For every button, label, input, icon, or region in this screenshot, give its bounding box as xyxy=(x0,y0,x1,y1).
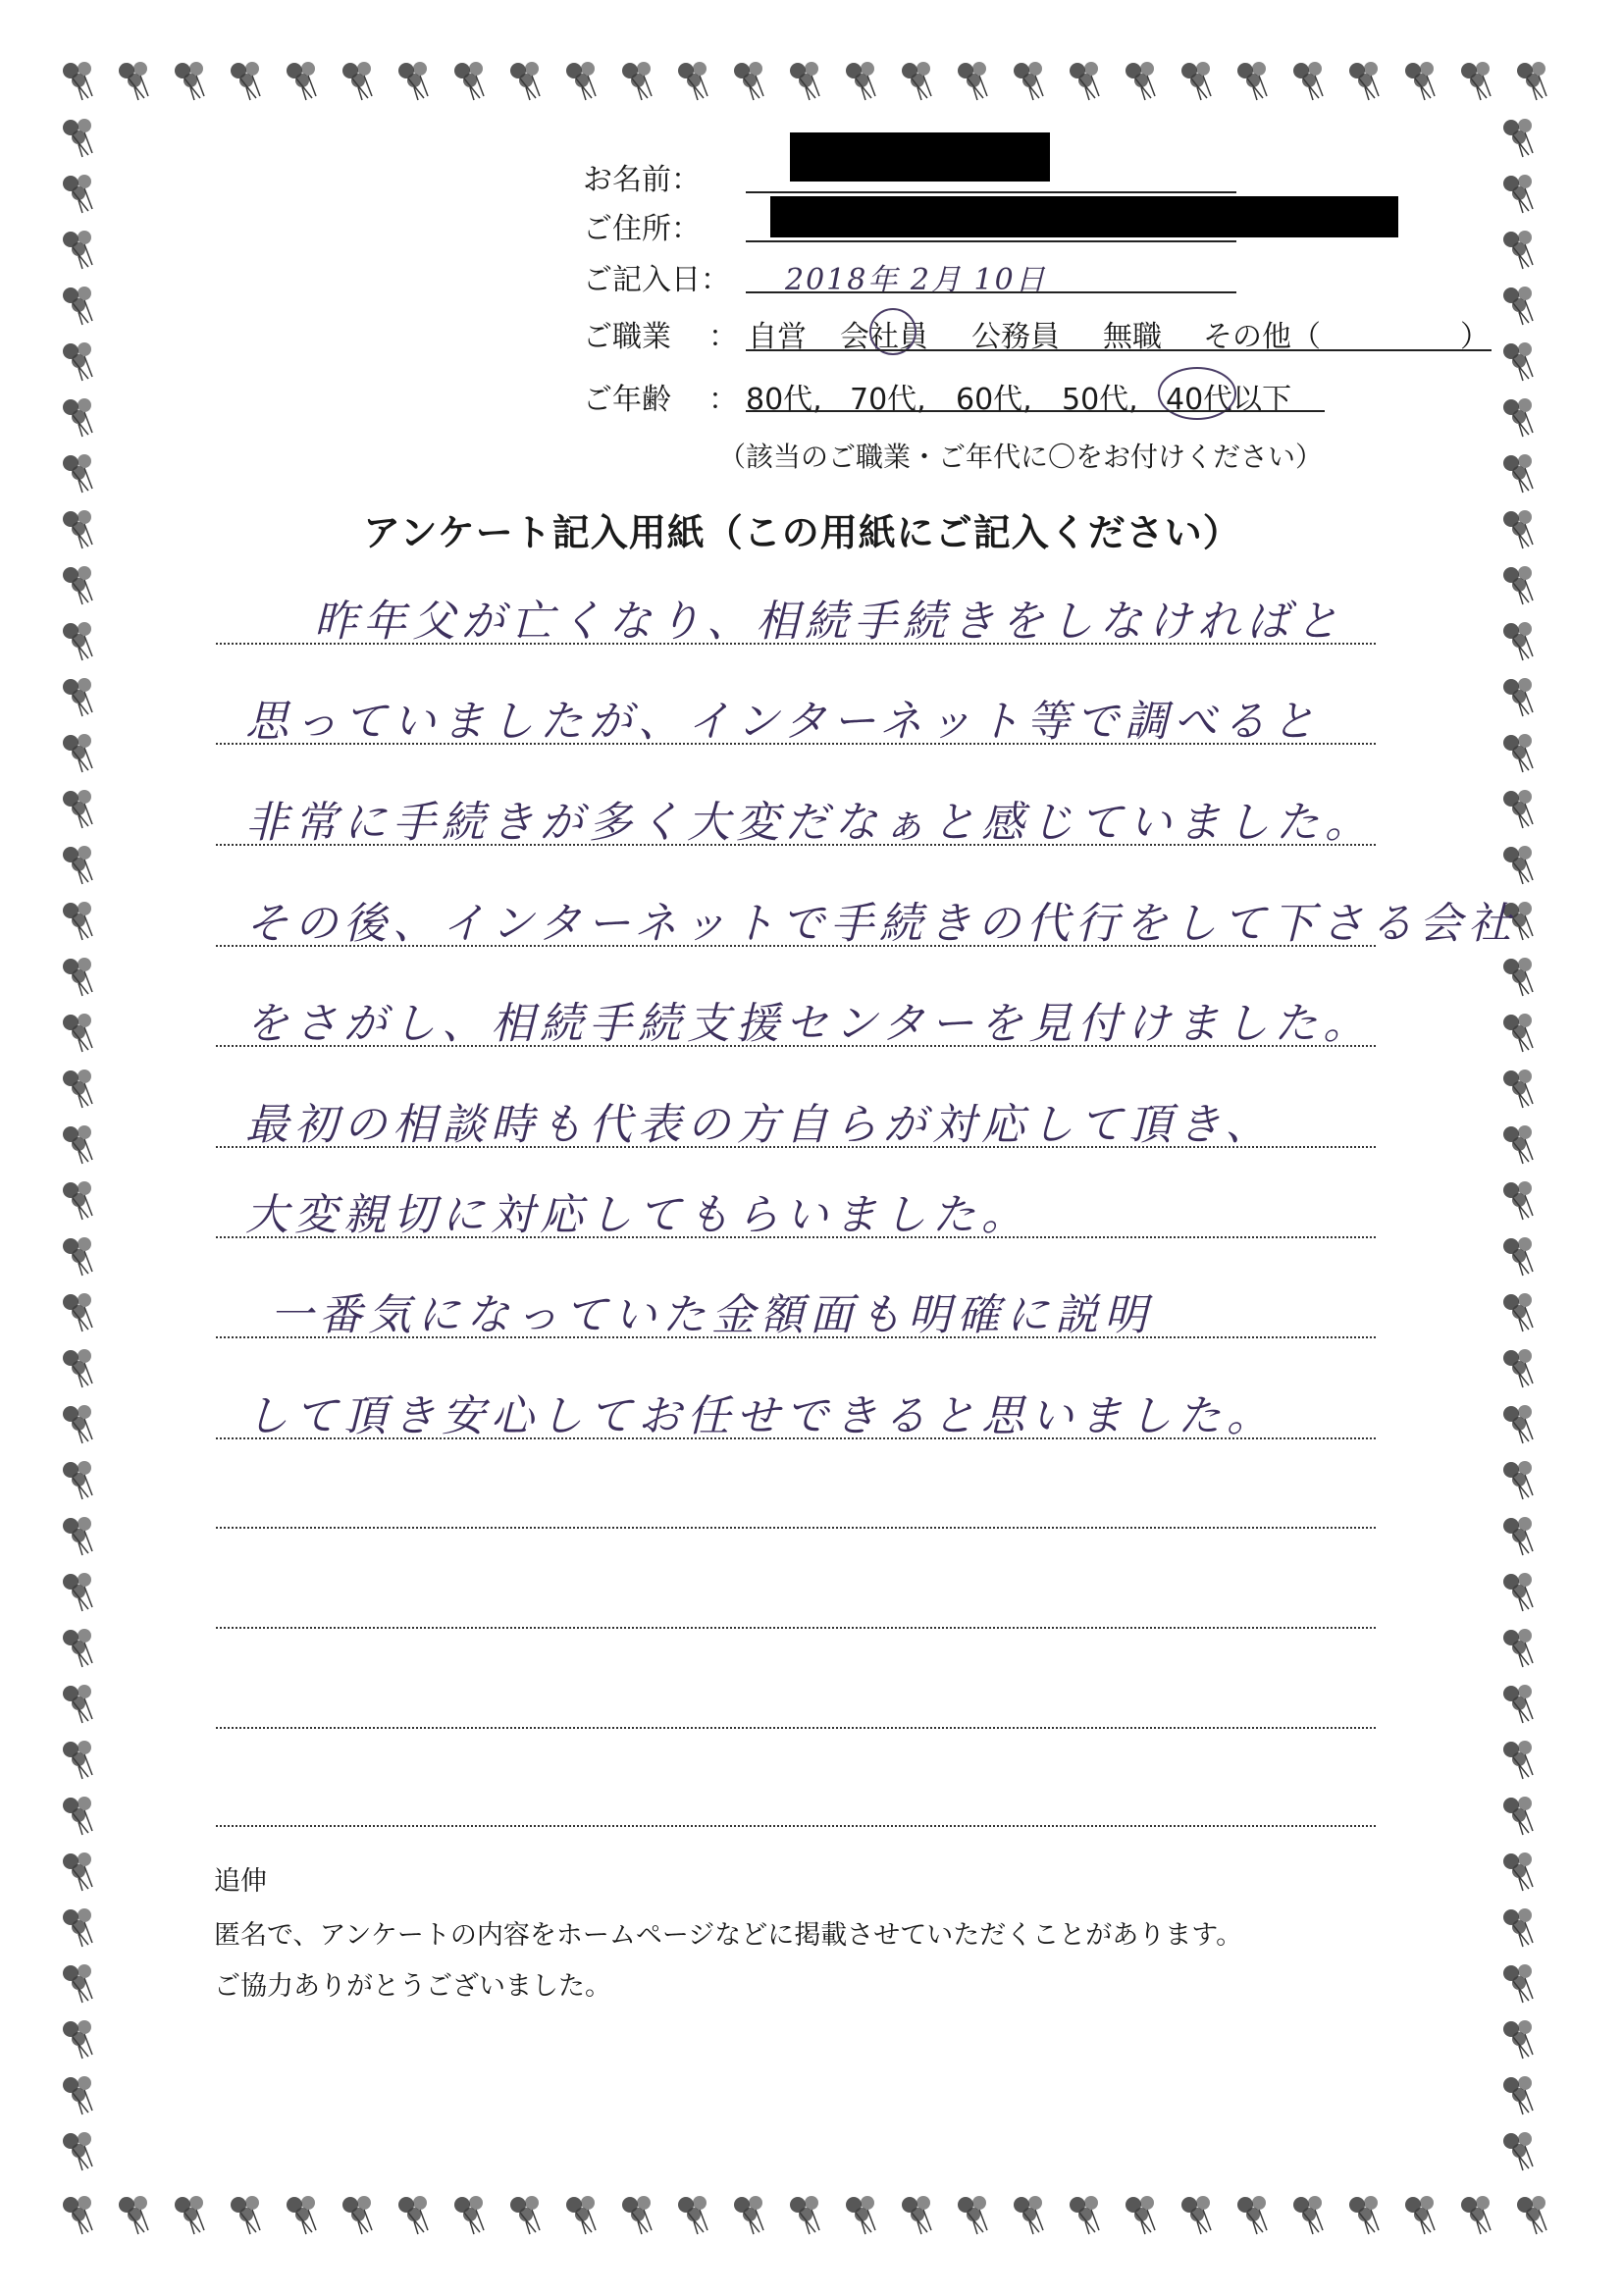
handwritten-answer-line: 思っていましたが、インターネット等で調べると xyxy=(245,697,1322,747)
balloon-ornament-icon xyxy=(954,2193,997,2236)
balloon-ornament-icon xyxy=(59,1067,102,1110)
balloon-ornament-icon xyxy=(283,2193,326,2236)
balloon-ornament-icon xyxy=(1233,2193,1277,2236)
balloon-ornament-icon xyxy=(1457,59,1500,102)
balloon-ornament-icon xyxy=(1499,1458,1543,1501)
handwritten-answer-line: その後、インターネットで手続きの代行をして下さる会社 xyxy=(245,899,1518,949)
occupation-underline xyxy=(746,349,1492,351)
age-option: 40代以下 xyxy=(1166,383,1292,417)
balloon-ornament-icon xyxy=(59,395,102,439)
balloon-ornament-icon xyxy=(59,1961,102,2005)
balloon-ornament-icon xyxy=(842,2193,885,2236)
balloon-ornament-icon xyxy=(506,59,550,102)
balloon-ornament-icon xyxy=(450,59,494,102)
balloon-ornament-icon xyxy=(115,59,158,102)
balloon-ornament-icon xyxy=(59,787,102,830)
balloon-ornament-icon xyxy=(562,59,605,102)
balloon-ornament-icon xyxy=(1499,1346,1543,1389)
balloon-ornament-icon xyxy=(954,59,997,102)
occupation-option: その他（ xyxy=(1203,320,1321,354)
balloon-ornament-icon xyxy=(730,59,773,102)
balloon-ornament-icon xyxy=(1499,1067,1543,1110)
balloon-ornament-icon xyxy=(1499,1234,1543,1278)
balloon-ornament-icon xyxy=(59,116,102,159)
balloon-ornament-icon xyxy=(59,339,102,383)
balloon-ornament-icon xyxy=(283,59,326,102)
balloon-ornament-icon xyxy=(59,619,102,662)
balloon-ornament-icon xyxy=(59,731,102,774)
balloon-ornament-icon xyxy=(59,172,102,215)
balloon-ornament-icon xyxy=(1289,2193,1333,2236)
age-option: 50代, xyxy=(1062,383,1138,417)
balloon-ornament-icon xyxy=(1499,1905,1543,1949)
name-field-line xyxy=(746,191,1236,193)
balloon-ornament-icon xyxy=(1499,451,1543,495)
balloon-ornament-icon xyxy=(59,59,102,102)
balloon-ornament-icon xyxy=(59,1794,102,1837)
date-label: ご記入日： xyxy=(583,263,730,297)
balloon-ornament-icon xyxy=(59,1290,102,1333)
balloon-ornament-icon xyxy=(1066,59,1109,102)
balloon-ornament-icon xyxy=(842,59,885,102)
balloon-ornament-icon xyxy=(59,955,102,998)
ruled-line xyxy=(216,1627,1376,1629)
balloon-ornament-icon xyxy=(1345,2193,1388,2236)
address-field-line xyxy=(746,240,1236,242)
balloon-ornament-icon xyxy=(59,1234,102,1278)
balloon-ornament-icon xyxy=(59,1402,102,1445)
balloon-ornament-icon xyxy=(1457,2193,1500,2236)
balloon-ornament-icon xyxy=(115,2193,158,2236)
balloon-ornament-icon xyxy=(59,1122,102,1166)
name-redaction xyxy=(790,132,1050,182)
balloon-ornament-icon xyxy=(59,1178,102,1222)
balloon-ornament-icon xyxy=(1513,2193,1556,2236)
balloon-ornament-icon xyxy=(1066,2193,1109,2236)
occupation-option: 公務員 xyxy=(971,320,1060,354)
balloon-ornament-icon xyxy=(1499,2073,1543,2116)
balloon-ornament-icon xyxy=(59,228,102,271)
balloon-ornament-icon xyxy=(59,2193,102,2236)
balloon-ornament-icon xyxy=(59,1570,102,1613)
balloon-ornament-icon xyxy=(1499,1850,1543,1893)
balloon-ornament-icon xyxy=(1499,1011,1543,1054)
balloon-ornament-icon xyxy=(1499,1794,1543,1837)
address-label: ご住所： xyxy=(583,212,701,246)
balloon-ornament-icon xyxy=(730,2193,773,2236)
balloon-ornament-icon xyxy=(171,2193,214,2236)
occupation-option: 会社員 xyxy=(840,320,928,354)
balloon-ornament-icon xyxy=(898,59,941,102)
balloon-ornament-icon xyxy=(618,59,661,102)
handwritten-answer-line: をさがし、相続手続支援センターを見付けました。 xyxy=(245,999,1373,1049)
handwritten-answer-line: 昨年父が亡くなり、相続手続きをしなければと xyxy=(314,597,1344,647)
handwritten-answer-line: 一番気になっていた金額面も明確に説明 xyxy=(270,1290,1153,1340)
balloon-ornament-icon xyxy=(394,59,438,102)
balloon-ornament-icon xyxy=(1499,1961,1543,2005)
balloon-ornament-icon xyxy=(59,2017,102,2061)
handwritten-answer-line: 大変親切に対応してもらいました。 xyxy=(245,1190,1030,1240)
balloon-ornament-icon xyxy=(1289,59,1333,102)
balloon-ornament-icon xyxy=(59,843,102,886)
age-option: 70代, xyxy=(850,383,926,417)
balloon-ornament-icon xyxy=(59,1011,102,1054)
balloon-ornament-icon xyxy=(1499,563,1543,606)
balloon-ornament-icon xyxy=(59,507,102,550)
balloon-ornament-icon xyxy=(1499,955,1543,998)
balloon-ornament-icon xyxy=(1010,2193,1053,2236)
balloon-ornament-icon xyxy=(59,1458,102,1501)
balloon-ornament-icon xyxy=(1499,1682,1543,1725)
balloon-ornament-icon xyxy=(1122,59,1165,102)
balloon-ornament-icon xyxy=(339,2193,382,2236)
balloon-ornament-icon xyxy=(1499,619,1543,662)
balloon-ornament-icon xyxy=(1499,228,1543,271)
balloon-ornament-icon xyxy=(1499,2017,1543,2061)
balloon-ornament-icon xyxy=(1513,59,1556,102)
balloon-ornament-icon xyxy=(1499,1738,1543,1781)
instruction-text: （該当のご職業・ご年代に〇をお付けください） xyxy=(718,441,1324,473)
handwritten-answer-line: 最初の相談時も代表の方自らが対応して頂き、 xyxy=(245,1100,1275,1150)
balloon-ornament-icon xyxy=(227,59,270,102)
balloon-ornament-icon xyxy=(59,451,102,495)
footer-line-2: ご協力ありがとうございました。 xyxy=(214,1971,611,2002)
balloon-ornament-icon xyxy=(171,59,214,102)
balloon-ornament-icon xyxy=(1233,59,1277,102)
balloon-ornament-icon xyxy=(1499,1402,1543,1445)
balloon-ornament-icon xyxy=(394,2193,438,2236)
balloon-ornament-icon xyxy=(1010,59,1053,102)
balloon-ornament-icon xyxy=(1178,2193,1221,2236)
balloon-ornament-icon xyxy=(59,1682,102,1725)
age-option: 80代, xyxy=(746,383,822,417)
balloon-ornament-icon xyxy=(59,675,102,718)
balloon-ornament-icon xyxy=(1178,59,1221,102)
balloon-ornament-icon xyxy=(59,284,102,327)
balloon-ornament-icon xyxy=(1345,59,1388,102)
balloon-ornament-icon xyxy=(59,1514,102,1557)
occupation-option: ） xyxy=(1460,320,1490,354)
balloon-ornament-icon xyxy=(1499,284,1543,327)
balloon-ornament-icon xyxy=(1499,1178,1543,1222)
balloon-ornament-icon xyxy=(786,59,829,102)
balloon-ornament-icon xyxy=(1499,843,1543,886)
balloon-ornament-icon xyxy=(1499,731,1543,774)
balloon-ornament-icon xyxy=(1499,1626,1543,1669)
balloon-ornament-icon xyxy=(674,59,717,102)
balloon-ornament-icon xyxy=(1401,2193,1444,2236)
balloon-ornament-icon xyxy=(1499,787,1543,830)
balloon-ornament-icon xyxy=(618,2193,661,2236)
occupation-option: 無職 xyxy=(1103,320,1162,354)
date-value: 2018年 2月 10日 xyxy=(785,263,1047,297)
balloon-ornament-icon xyxy=(1499,339,1543,383)
balloon-ornament-icon xyxy=(786,2193,829,2236)
footer-heading: 追伸 xyxy=(214,1866,267,1897)
balloon-ornament-icon xyxy=(1499,1514,1543,1557)
balloon-ornament-icon xyxy=(450,2193,494,2236)
balloon-ornament-icon xyxy=(1499,2129,1543,2172)
balloon-ornament-icon xyxy=(59,2073,102,2116)
age-label: ご年齢 xyxy=(583,383,671,417)
balloon-ornament-icon xyxy=(1401,59,1444,102)
survey-title: アンケート記入用紙（この用紙にご記入ください） xyxy=(363,511,1241,554)
balloon-ornament-icon xyxy=(59,1738,102,1781)
occupation-option: 自営 xyxy=(748,320,807,354)
balloon-ornament-icon xyxy=(506,2193,550,2236)
handwritten-answer-line: して頂き安心してお任せできると思いました。 xyxy=(245,1391,1276,1441)
handwritten-answer-line: 非常に手続きが多く大変だなぁと感じていました。 xyxy=(245,798,1374,848)
age-option: 60代, xyxy=(956,383,1032,417)
balloon-ornament-icon xyxy=(59,899,102,942)
ruled-line xyxy=(216,1825,1376,1827)
balloon-ornament-icon xyxy=(59,1626,102,1669)
balloon-ornament-icon xyxy=(1499,675,1543,718)
age-colon: ： xyxy=(708,383,738,417)
balloon-ornament-icon xyxy=(1499,1570,1543,1613)
age-underline xyxy=(746,410,1325,412)
balloon-ornament-icon xyxy=(1499,1122,1543,1166)
balloon-ornament-icon xyxy=(898,2193,941,2236)
balloon-ornament-icon xyxy=(59,1346,102,1389)
balloon-ornament-icon xyxy=(227,2193,270,2236)
balloon-ornament-icon xyxy=(1122,2193,1165,2236)
balloon-ornament-icon xyxy=(562,2193,605,2236)
ruled-line xyxy=(216,1727,1376,1729)
balloon-ornament-icon xyxy=(674,2193,717,2236)
ruled-line xyxy=(216,1527,1376,1529)
balloon-ornament-icon xyxy=(59,1905,102,1949)
balloon-ornament-icon xyxy=(339,59,382,102)
occupation-label: ご職業 xyxy=(583,320,671,354)
balloon-ornament-icon xyxy=(1499,116,1543,159)
balloon-ornament-icon xyxy=(59,1850,102,1893)
balloon-ornament-icon xyxy=(1499,395,1543,439)
name-label: お名前： xyxy=(583,163,701,197)
balloon-ornament-icon xyxy=(59,2129,102,2172)
selected-circle-mark xyxy=(869,308,916,355)
address-redaction xyxy=(770,196,1398,237)
footer-line-1: 匿名で、アンケートの内容をホームページなどに掲載させていただくことがあります。 xyxy=(214,1920,1243,1951)
balloon-ornament-icon xyxy=(59,563,102,606)
occupation-colon: ： xyxy=(708,320,738,354)
balloon-ornament-icon xyxy=(1499,172,1543,215)
balloon-ornament-icon xyxy=(1499,1290,1543,1333)
balloon-ornament-icon xyxy=(1499,507,1543,550)
